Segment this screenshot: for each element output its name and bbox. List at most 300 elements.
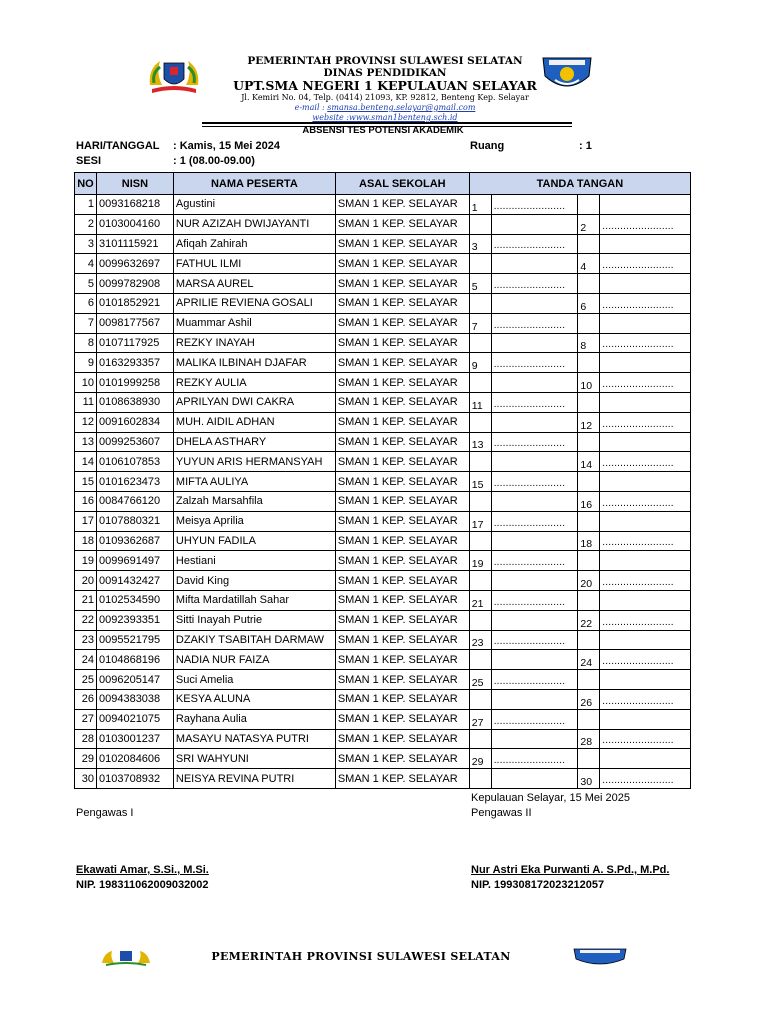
signature-dotted-line: ........................ xyxy=(602,695,674,707)
signature-number-left[interactable] xyxy=(469,392,491,412)
signature-dotted-line: ........................ xyxy=(493,200,566,212)
session-value: : 1 (08.00-09.00) xyxy=(173,155,255,167)
signature-line-left[interactable] xyxy=(491,729,578,749)
signature-line-left[interactable] xyxy=(491,373,578,393)
table-row xyxy=(75,511,691,531)
signature-number-right[interactable] xyxy=(578,551,600,571)
signature-slot-number: 26 xyxy=(580,696,593,709)
row-school: SMAN 1 KEP. SELAYAR xyxy=(335,749,469,769)
signature-slot-number: 30 xyxy=(580,775,593,788)
row-name: David King xyxy=(173,571,335,591)
signature-number-right[interactable] xyxy=(578,254,600,274)
row-name: MALIKA ILBINAH DJAFAR xyxy=(173,353,335,373)
row-name: Suci Amelia xyxy=(173,670,335,690)
row-nisn: 0093168218 xyxy=(96,195,173,215)
supervisor-1-role: Pengawas I xyxy=(76,807,134,819)
signature-line-left[interactable] xyxy=(491,571,578,591)
header-school: ASAL SEKOLAH xyxy=(335,173,469,195)
row-nisn: 0099782908 xyxy=(96,274,173,294)
signature-line-left[interactable] xyxy=(491,353,578,373)
signature-dotted-line: ........................ xyxy=(602,458,674,470)
signature-line-left[interactable] xyxy=(491,234,578,254)
table-row xyxy=(75,610,691,630)
supervisor-2-role: Pengawas II xyxy=(471,807,532,819)
row-school: SMAN 1 KEP. SELAYAR xyxy=(335,610,469,630)
row-name: SRI WAHYUNI xyxy=(173,749,335,769)
row-number: 9 xyxy=(75,353,97,373)
signature-slot-number: 8 xyxy=(580,340,587,353)
signature-number-right[interactable] xyxy=(578,650,600,670)
supervisor-1-name: Ekawati Amar, S.Si., M.Si. xyxy=(76,864,209,876)
table-row xyxy=(75,274,691,294)
signature-number-right[interactable] xyxy=(578,313,600,333)
signature-line-left[interactable] xyxy=(491,333,578,353)
signature-number-right[interactable] xyxy=(578,195,600,215)
signature-slot-number: 27 xyxy=(471,716,484,729)
signature-number-right[interactable] xyxy=(578,511,600,531)
row-name: UHYUN FADILA xyxy=(173,531,335,551)
signature-number-left[interactable] xyxy=(469,214,491,234)
row-name: Meisya Aprilia xyxy=(173,511,335,531)
row-name: NADIA NUR FAIZA xyxy=(173,650,335,670)
row-name: DHELA ASTHARY xyxy=(173,432,335,452)
session-label: SESI xyxy=(76,155,102,167)
signature-slot-number: 2 xyxy=(580,221,587,234)
signature-line-right[interactable] xyxy=(600,590,691,610)
table-row xyxy=(75,551,691,571)
header-nisn: NISN xyxy=(96,173,173,195)
signature-slot-number: 15 xyxy=(471,478,484,491)
row-nisn: 0101999258 xyxy=(96,373,173,393)
signature-line-right[interactable] xyxy=(600,432,691,452)
signature-dotted-line: ........................ xyxy=(493,359,566,371)
signature-line-right[interactable] xyxy=(600,353,691,373)
signature-slot-number: 3 xyxy=(471,241,478,254)
signature-number-right[interactable] xyxy=(578,630,600,650)
header-no: NO xyxy=(75,173,97,195)
signature-number-left[interactable] xyxy=(469,254,491,274)
row-nisn: 0108638930 xyxy=(96,392,173,412)
signature-slot-number: 6 xyxy=(580,300,587,313)
signature-line-right[interactable] xyxy=(600,531,691,551)
signature-line-right[interactable] xyxy=(600,769,691,789)
signature-number-right[interactable] xyxy=(578,610,600,630)
signature-slot-number: 17 xyxy=(471,518,484,531)
row-number: 19 xyxy=(75,551,97,571)
row-number: 16 xyxy=(75,491,97,511)
row-name: Zalzah Marsahfila xyxy=(173,491,335,511)
signature-number-left[interactable] xyxy=(469,373,491,393)
table-header-row xyxy=(75,173,691,195)
row-number: 18 xyxy=(75,531,97,551)
row-number: 24 xyxy=(75,650,97,670)
signature-line-right[interactable] xyxy=(600,551,691,571)
signature-slot-number: 25 xyxy=(471,676,484,689)
row-school: SMAN 1 KEP. SELAYAR xyxy=(335,551,469,571)
signature-dotted-line: ........................ xyxy=(493,715,566,727)
table-row xyxy=(75,412,691,432)
email-label: e-mail : xyxy=(294,103,328,112)
table-row xyxy=(75,373,691,393)
row-number: 29 xyxy=(75,749,97,769)
signature-dotted-line: ........................ xyxy=(493,438,566,450)
row-name: MASAYU NATASYA PUTRI xyxy=(173,729,335,749)
row-nisn: 0101623473 xyxy=(96,472,173,492)
signature-line-right[interactable] xyxy=(600,709,691,729)
row-school: SMAN 1 KEP. SELAYAR xyxy=(335,274,469,294)
row-school: SMAN 1 KEP. SELAYAR xyxy=(335,670,469,690)
row-school: SMAN 1 KEP. SELAYAR xyxy=(335,729,469,749)
row-school: SMAN 1 KEP. SELAYAR xyxy=(335,313,469,333)
signature-number-right[interactable] xyxy=(578,472,600,492)
footer-government-title: PEMERINTAH PROVINSI SULAWESI SELATAN xyxy=(211,950,511,963)
signature-line-left[interactable] xyxy=(491,491,578,511)
table-row xyxy=(75,650,691,670)
row-nisn: 0084766120 xyxy=(96,491,173,511)
header-name: NAMA PESERTA xyxy=(173,173,335,195)
table-row xyxy=(75,214,691,234)
table-row xyxy=(75,531,691,551)
signature-line-left[interactable] xyxy=(491,610,578,630)
signature-line-left[interactable] xyxy=(491,254,578,274)
place-date: Kepulauan Selayar, 15 Mei 2025 xyxy=(471,792,631,804)
signature-dotted-line: ........................ xyxy=(493,240,566,252)
row-school: SMAN 1 KEP. SELAYAR xyxy=(335,214,469,234)
signature-number-right[interactable] xyxy=(578,353,600,373)
signature-dotted-line: ........................ xyxy=(493,398,566,410)
signature-dotted-line: ........................ xyxy=(602,537,674,549)
signature-number-left[interactable] xyxy=(469,650,491,670)
signature-line-left[interactable] xyxy=(491,769,578,789)
signature-line-right[interactable] xyxy=(600,452,691,472)
signature-number-left[interactable] xyxy=(469,571,491,591)
signature-line-left[interactable] xyxy=(491,749,578,769)
signature-number-left[interactable] xyxy=(469,749,491,769)
row-school: SMAN 1 KEP. SELAYAR xyxy=(335,373,469,393)
row-school: SMAN 1 KEP. SELAYAR xyxy=(335,531,469,551)
signature-number-right[interactable] xyxy=(578,749,600,769)
signature-dotted-line: ........................ xyxy=(493,319,566,331)
row-number: 20 xyxy=(75,571,97,591)
signature-line-right[interactable] xyxy=(600,195,691,215)
signature-line-right[interactable] xyxy=(600,749,691,769)
row-nisn: 0107880321 xyxy=(96,511,173,531)
signature-dotted-line: ........................ xyxy=(602,774,674,786)
signature-number-left[interactable] xyxy=(469,769,491,789)
signature-line-right[interactable] xyxy=(600,491,691,511)
signature-number-left[interactable] xyxy=(469,729,491,749)
signature-number-right[interactable] xyxy=(578,373,600,393)
row-number: 17 xyxy=(75,511,97,531)
row-name: KESYA ALUNA xyxy=(173,689,335,709)
row-number: 22 xyxy=(75,610,97,630)
signature-line-right[interactable] xyxy=(600,234,691,254)
row-nisn: 0094383038 xyxy=(96,689,173,709)
row-name: Muammar Ashil xyxy=(173,313,335,333)
letterhead-email-line xyxy=(190,103,580,113)
table-row xyxy=(75,472,691,492)
row-school: SMAN 1 KEP. SELAYAR xyxy=(335,709,469,729)
signature-number-right[interactable] xyxy=(578,412,600,432)
signature-number-right[interactable] xyxy=(578,689,600,709)
row-number: 23 xyxy=(75,630,97,650)
signature-line-left[interactable] xyxy=(491,630,578,650)
table-body xyxy=(75,195,691,789)
signature-slot-number: 7 xyxy=(471,320,478,333)
signature-number-left[interactable] xyxy=(469,689,491,709)
table-row xyxy=(75,452,691,472)
signature-line-right[interactable] xyxy=(600,670,691,690)
letterhead-rule-thick xyxy=(202,122,572,124)
room-value: : 1 xyxy=(579,140,592,152)
signature-number-right[interactable] xyxy=(578,452,600,472)
signature-line-left[interactable] xyxy=(491,214,578,234)
row-number: 2 xyxy=(75,214,97,234)
signature-line-left[interactable] xyxy=(491,392,578,412)
row-school: SMAN 1 KEP. SELAYAR xyxy=(335,254,469,274)
signature-line-right[interactable] xyxy=(600,511,691,531)
signature-number-right[interactable] xyxy=(578,392,600,412)
signature-dotted-line: ........................ xyxy=(602,220,674,232)
row-name: FATHUL ILMI xyxy=(173,254,335,274)
row-school: SMAN 1 KEP. SELAYAR xyxy=(335,590,469,610)
signature-number-left[interactable] xyxy=(469,333,491,353)
signature-number-left[interactable] xyxy=(469,472,491,492)
signature-slot-number: 5 xyxy=(471,280,478,293)
signature-number-left[interactable] xyxy=(469,630,491,650)
signature-number-left[interactable] xyxy=(469,195,491,215)
row-number: 26 xyxy=(75,689,97,709)
signature-line-left[interactable] xyxy=(491,274,578,294)
signature-dotted-line: ........................ xyxy=(602,735,674,747)
signature-number-left[interactable] xyxy=(469,511,491,531)
table-row xyxy=(75,491,691,511)
row-school: SMAN 1 KEP. SELAYAR xyxy=(335,689,469,709)
signature-slot-number: 20 xyxy=(580,577,593,590)
letterhead-school: UPT.SMA NEGERI 1 KEPULAUAN SELAYAR xyxy=(233,78,537,93)
letterhead-government: PEMERINTAH PROVINSI SULAWESI SELATAN xyxy=(247,55,523,67)
row-nisn: 0096205147 xyxy=(96,670,173,690)
row-number: 10 xyxy=(75,373,97,393)
supervisor-2-nip: NIP. 199308172023212057 xyxy=(471,879,605,891)
row-school: SMAN 1 KEP. SELAYAR xyxy=(335,353,469,373)
signature-number-left[interactable] xyxy=(469,274,491,294)
row-number: 1 xyxy=(75,195,97,215)
row-number: 14 xyxy=(75,452,97,472)
signature-number-right[interactable] xyxy=(578,670,600,690)
table-row xyxy=(75,333,691,353)
signature-dotted-line: ........................ xyxy=(602,418,674,430)
signature-line-right[interactable] xyxy=(600,313,691,333)
table-row xyxy=(75,729,691,749)
signature-dotted-line: ........................ xyxy=(493,755,566,767)
row-nisn: 0103001237 xyxy=(96,729,173,749)
letterhead-address: Jl. Kemiri No. 04, Telp. (0414) 21093, KP. 92812, Benteng Kep. Selayar xyxy=(241,93,529,102)
signature-slot-number: 22 xyxy=(580,617,593,630)
signature-line-right[interactable] xyxy=(600,689,691,709)
email-link[interactable]: smansa.benteng.selayar@gmail.com xyxy=(327,103,476,112)
signature-line-left[interactable] xyxy=(491,195,578,215)
signature-slot-number: 14 xyxy=(580,459,593,472)
signature-dotted-line: ........................ xyxy=(602,656,674,668)
row-nisn: 0094021075 xyxy=(96,709,173,729)
signature-line-right[interactable] xyxy=(600,412,691,432)
signature-line-right[interactable] xyxy=(600,274,691,294)
row-school: SMAN 1 KEP. SELAYAR xyxy=(335,511,469,531)
signature-slot-number: 21 xyxy=(471,597,484,610)
row-nisn: 0106107853 xyxy=(96,452,173,472)
signature-number-right[interactable] xyxy=(578,531,600,551)
signature-line-left[interactable] xyxy=(491,650,578,670)
date-label: HARI/TANGGAL xyxy=(76,140,160,152)
row-name: Sitti Inayah Putrie xyxy=(173,610,335,630)
signature-slot-number: 29 xyxy=(471,756,484,769)
row-nisn: 0103708932 xyxy=(96,769,173,789)
row-school: SMAN 1 KEP. SELAYAR xyxy=(335,650,469,670)
signature-line-left[interactable] xyxy=(491,313,578,333)
signature-number-left[interactable] xyxy=(469,313,491,333)
signature-number-right[interactable] xyxy=(578,729,600,749)
signature-number-right[interactable] xyxy=(578,491,600,511)
signature-number-left[interactable] xyxy=(469,531,491,551)
table-row xyxy=(75,432,691,452)
row-number: 7 xyxy=(75,313,97,333)
row-number: 13 xyxy=(75,432,97,452)
signature-line-right[interactable] xyxy=(600,392,691,412)
signature-number-left[interactable] xyxy=(469,709,491,729)
signature-line-left[interactable] xyxy=(491,531,578,551)
signature-line-right[interactable] xyxy=(600,254,691,274)
row-school: SMAN 1 KEP. SELAYAR xyxy=(335,452,469,472)
row-nisn: 0099253607 xyxy=(96,432,173,452)
signature-dotted-line: ........................ xyxy=(602,299,674,311)
signature-slot-number: 16 xyxy=(580,498,593,511)
row-nisn: 0107117925 xyxy=(96,333,173,353)
signature-number-right[interactable] xyxy=(578,769,600,789)
supervisor-2-name: Nur Astri Eka Purwanti A. S.Pd., M.Pd. xyxy=(471,864,670,876)
row-name: Agustini xyxy=(173,195,335,215)
signature-number-right[interactable] xyxy=(578,709,600,729)
signature-number-left[interactable] xyxy=(469,234,491,254)
row-number: 28 xyxy=(75,729,97,749)
signature-number-right[interactable] xyxy=(578,590,600,610)
document-title: ABSENSI TES POTENSI AKADEMIK xyxy=(302,125,464,136)
table-row xyxy=(75,293,691,313)
signature-number-left[interactable] xyxy=(469,432,491,452)
signature-line-right[interactable] xyxy=(600,650,691,670)
table-row xyxy=(75,749,691,769)
signature-line-left[interactable] xyxy=(491,432,578,452)
row-name: MARSA AUREL xyxy=(173,274,335,294)
signature-dotted-line: ........................ xyxy=(602,260,674,272)
row-school: SMAN 1 KEP. SELAYAR xyxy=(335,392,469,412)
signature-number-left[interactable] xyxy=(469,590,491,610)
row-name: APRILYAN DWI CAKRA xyxy=(173,392,335,412)
signature-line-right[interactable] xyxy=(600,729,691,749)
row-school: SMAN 1 KEP. SELAYAR xyxy=(335,472,469,492)
row-name: YUYUN ARIS HERMANSYAH xyxy=(173,452,335,472)
signature-dotted-line: ........................ xyxy=(602,616,674,628)
signature-line-right[interactable] xyxy=(600,610,691,630)
signature-line-right[interactable] xyxy=(600,472,691,492)
row-nisn: 0095521795 xyxy=(96,630,173,650)
signature-line-left[interactable] xyxy=(491,689,578,709)
row-name: NEISYA REVINA PUTRI xyxy=(173,769,335,789)
signature-number-right[interactable] xyxy=(578,234,600,254)
signature-line-left[interactable] xyxy=(491,590,578,610)
row-nisn: 0098177567 xyxy=(96,313,173,333)
signature-line-right[interactable] xyxy=(600,630,691,650)
row-nisn: 0102534590 xyxy=(96,590,173,610)
signature-number-left[interactable] xyxy=(469,491,491,511)
signature-number-right[interactable] xyxy=(578,571,600,591)
row-name: REZKY AULIA xyxy=(173,373,335,393)
signature-slot-number: 10 xyxy=(580,379,593,392)
table-row xyxy=(75,254,691,274)
signature-slot-number: 24 xyxy=(580,657,593,670)
signature-slot-number: 1 xyxy=(471,201,478,214)
row-name: DZAKIY TSABITAH DARMAW xyxy=(173,630,335,650)
website-link[interactable]: website :www.sman1benteng.sch.id xyxy=(312,113,458,122)
row-nisn: 0092393351 xyxy=(96,610,173,630)
signature-slot-number: 13 xyxy=(471,439,484,452)
table-row xyxy=(75,313,691,333)
signature-line-right[interactable] xyxy=(600,214,691,234)
row-number: 21 xyxy=(75,590,97,610)
row-school: SMAN 1 KEP. SELAYAR xyxy=(335,333,469,353)
signature-line-left[interactable] xyxy=(491,511,578,531)
signature-line-left[interactable] xyxy=(491,293,578,313)
signature-number-right[interactable] xyxy=(578,214,600,234)
row-nisn: 0091432427 xyxy=(96,571,173,591)
row-school: SMAN 1 KEP. SELAYAR xyxy=(335,630,469,650)
row-school: SMAN 1 KEP. SELAYAR xyxy=(335,491,469,511)
signature-number-left[interactable] xyxy=(469,452,491,472)
signature-dotted-line: ........................ xyxy=(493,636,566,648)
signature-line-right[interactable] xyxy=(600,373,691,393)
signature-number-left[interactable] xyxy=(469,670,491,690)
signature-number-left[interactable] xyxy=(469,610,491,630)
signature-number-left[interactable] xyxy=(469,412,491,432)
signature-line-left[interactable] xyxy=(491,472,578,492)
row-nisn: 0099632697 xyxy=(96,254,173,274)
signature-number-left[interactable] xyxy=(469,353,491,373)
signature-number-right[interactable] xyxy=(578,274,600,294)
signature-line-right[interactable] xyxy=(600,293,691,313)
date-value: : Kamis, 15 Mei 2024 xyxy=(173,140,281,152)
row-nisn: 3101115921 xyxy=(96,234,173,254)
signature-line-left[interactable] xyxy=(491,452,578,472)
signature-line-right[interactable] xyxy=(600,333,691,353)
signature-line-left[interactable] xyxy=(491,709,578,729)
signature-line-left[interactable] xyxy=(491,412,578,432)
signature-line-left[interactable] xyxy=(491,551,578,571)
row-school: SMAN 1 KEP. SELAYAR xyxy=(335,571,469,591)
table-row xyxy=(75,353,691,373)
signature-line-right[interactable] xyxy=(600,571,691,591)
room-label: Ruang xyxy=(470,140,505,152)
signature-number-right[interactable] xyxy=(578,432,600,452)
signature-number-left[interactable] xyxy=(469,551,491,571)
signature-number-left[interactable] xyxy=(469,293,491,313)
letterhead-agency: DINAS PENDIDIKAN xyxy=(323,67,447,79)
row-nisn: 0103004160 xyxy=(96,214,173,234)
row-nisn: 0101852921 xyxy=(96,293,173,313)
table-row xyxy=(75,709,691,729)
signature-line-left[interactable] xyxy=(491,670,578,690)
signature-number-right[interactable] xyxy=(578,293,600,313)
signature-number-right[interactable] xyxy=(578,333,600,353)
